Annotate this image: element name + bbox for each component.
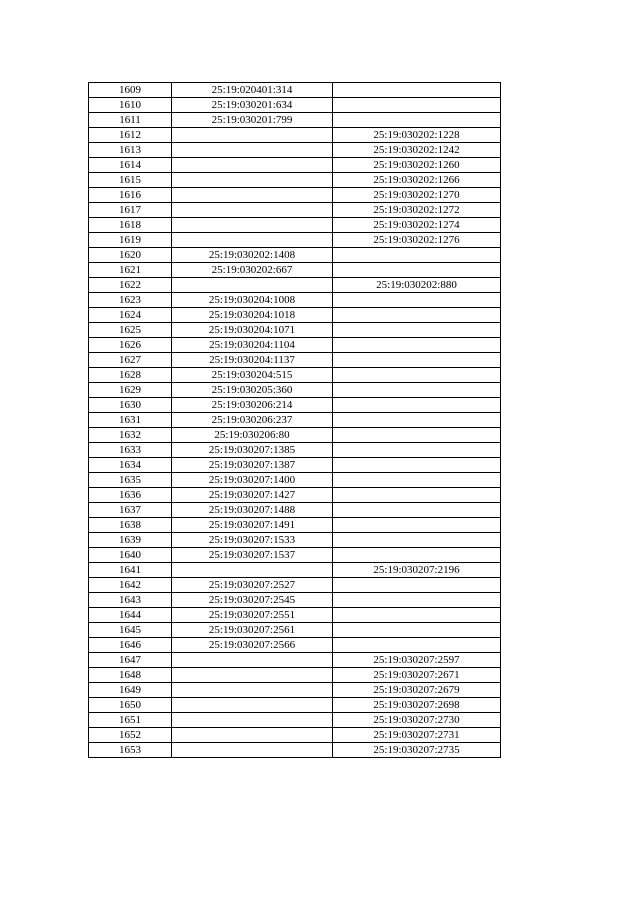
cadastral-number-cell-alt: 25:19:030202:1272: [333, 203, 501, 218]
row-number-cell: 1637: [89, 503, 172, 518]
table-row: [89, 368, 501, 383]
cadastral-number-cell: [172, 743, 333, 758]
cadastral-number-cell: 25:19:030202:667: [172, 263, 333, 278]
cadastral-number-cell: [172, 668, 333, 683]
row-number-cell: 1635: [89, 473, 172, 488]
cadastral-number-cell: 25:19:030204:1104: [172, 338, 333, 353]
table-row: [89, 98, 501, 113]
row-number-cell: 1629: [89, 383, 172, 398]
row-number-cell: 1624: [89, 308, 172, 323]
row-number-cell: 1644: [89, 608, 172, 623]
table-row: [89, 128, 501, 143]
row-number-cell: 1611: [89, 113, 172, 128]
row-number-cell: 1612: [89, 128, 172, 143]
cadastral-number-cell-alt: [333, 593, 501, 608]
row-number-cell: 1613: [89, 143, 172, 158]
table-row: [89, 83, 501, 98]
row-number-cell: 1628: [89, 368, 172, 383]
cadastral-number-cell-alt: [333, 323, 501, 338]
cadastral-number-cell: 25:19:020401:314: [172, 83, 333, 98]
row-number-cell: 1623: [89, 293, 172, 308]
cadastral-number-cell-alt: 25:19:030202:1274: [333, 218, 501, 233]
row-number-cell: 1625: [89, 323, 172, 338]
cadastral-number-cell-alt: [333, 383, 501, 398]
cadastral-number-cell: 25:19:030207:2545: [172, 593, 333, 608]
row-number-cell: 1631: [89, 413, 172, 428]
cadastral-number-cell-alt: [333, 473, 501, 488]
table-row: [89, 503, 501, 518]
row-number-cell: 1642: [89, 578, 172, 593]
table-row: [89, 458, 501, 473]
cadastral-number-cell-alt: [333, 548, 501, 563]
cadastral-number-cell-alt: 25:19:030207:2671: [333, 668, 501, 683]
row-number-cell: 1622: [89, 278, 172, 293]
row-number-cell: 1617: [89, 203, 172, 218]
row-number-cell: 1647: [89, 653, 172, 668]
cadastral-number-cell-alt: [333, 533, 501, 548]
cadastral-number-cell-alt: [333, 398, 501, 413]
row-number-cell: 1634: [89, 458, 172, 473]
cadastral-number-cell: 25:19:030201:799: [172, 113, 333, 128]
cadastral-number-cell: [172, 128, 333, 143]
cadastral-number-cell: 25:19:030207:2527: [172, 578, 333, 593]
row-number-cell: 1638: [89, 518, 172, 533]
row-number-cell: 1610: [89, 98, 172, 113]
table-row: [89, 653, 501, 668]
table-row: [89, 113, 501, 128]
cadastral-number-cell-alt: [333, 113, 501, 128]
table-row: [89, 563, 501, 578]
row-number-cell: 1636: [89, 488, 172, 503]
table-row: [89, 263, 501, 278]
cadastral-number-cell-alt: [333, 623, 501, 638]
cadastral-number-cell: 25:19:030202:1408: [172, 248, 333, 263]
row-number-cell: 1645: [89, 623, 172, 638]
cadastral-number-cell: 25:19:030201:634: [172, 98, 333, 113]
row-number-cell: 1620: [89, 248, 172, 263]
row-number-cell: 1646: [89, 638, 172, 653]
table-row: [89, 713, 501, 728]
table-row: [89, 668, 501, 683]
row-number-cell: 1649: [89, 683, 172, 698]
cadastral-number-cell: [172, 203, 333, 218]
cadastral-number-cell-alt: [333, 308, 501, 323]
cadastral-number-cell: 25:19:030206:214: [172, 398, 333, 413]
cadastral-number-cell-alt: 25:19:030202:880: [333, 278, 501, 293]
cadastral-number-cell-alt: [333, 98, 501, 113]
row-number-cell: 1639: [89, 533, 172, 548]
table-row: [89, 203, 501, 218]
cadastral-number-cell-alt: [333, 293, 501, 308]
cadastral-number-cell: 25:19:030207:1385: [172, 443, 333, 458]
cadastral-number-cell-alt: 25:19:030207:2196: [333, 563, 501, 578]
table-row: [89, 158, 501, 173]
cadastral-number-cell-alt: [333, 248, 501, 263]
cadastral-number-cell: 25:19:030207:2566: [172, 638, 333, 653]
cadastral-number-cell-alt: [333, 338, 501, 353]
cadastral-number-cell: 25:19:030207:1387: [172, 458, 333, 473]
table-row: [89, 728, 501, 743]
row-number-cell: 1648: [89, 668, 172, 683]
table-row: [89, 608, 501, 623]
table-row: [89, 233, 501, 248]
row-number-cell: 1651: [89, 713, 172, 728]
row-number-cell: 1618: [89, 218, 172, 233]
cadastral-number-cell-alt: [333, 458, 501, 473]
cadastral-number-cell-alt: [333, 638, 501, 653]
table-row: [89, 308, 501, 323]
cadastral-number-cell: 25:19:030207:1427: [172, 488, 333, 503]
cadastral-number-cell-alt: 25:19:030207:2679: [333, 683, 501, 698]
table-row: [89, 143, 501, 158]
table-row: [89, 473, 501, 488]
cadastral-number-cell-alt: [333, 578, 501, 593]
table-row: [89, 428, 501, 443]
row-number-cell: 1641: [89, 563, 172, 578]
table-row: [89, 398, 501, 413]
cadastral-number-cell: 25:19:030207:1533: [172, 533, 333, 548]
table-row: [89, 413, 501, 428]
cadastral-number-cell: 25:19:030207:1488: [172, 503, 333, 518]
table-body: [89, 83, 501, 758]
cadastral-number-cell: [172, 278, 333, 293]
table-row: [89, 548, 501, 563]
cadastral-number-cell: 25:19:030207:2561: [172, 623, 333, 638]
cadastral-number-cell-alt: 25:19:030207:2730: [333, 713, 501, 728]
cadastral-number-cell-alt: [333, 368, 501, 383]
cadastral-number-cell: 25:19:030204:1018: [172, 308, 333, 323]
table-row: [89, 293, 501, 308]
cadastral-number-cell-alt: [333, 518, 501, 533]
cadastral-number-cell: 25:19:030206:80: [172, 428, 333, 443]
table-row: [89, 698, 501, 713]
cadastral-number-cell: 25:19:030207:2551: [172, 608, 333, 623]
cadastral-number-cell-alt: 25:19:030202:1276: [333, 233, 501, 248]
cadastral-number-cell-alt: 25:19:030207:2698: [333, 698, 501, 713]
cadastral-number-cell-alt: 25:19:030202:1266: [333, 173, 501, 188]
cadastral-number-cell: [172, 158, 333, 173]
cadastral-number-cell: [172, 218, 333, 233]
table-row: [89, 593, 501, 608]
cadastral-number-cell-alt: [333, 413, 501, 428]
table-row: [89, 443, 501, 458]
cadastral-number-cell: [172, 143, 333, 158]
table-row: [89, 518, 501, 533]
cadastral-number-cell-alt: 25:19:030202:1270: [333, 188, 501, 203]
row-number-cell: 1619: [89, 233, 172, 248]
table-row: [89, 278, 501, 293]
cadastral-number-cell: [172, 728, 333, 743]
cadastral-number-cell: 25:19:030204:1071: [172, 323, 333, 338]
table-row: [89, 323, 501, 338]
row-number-cell: 1643: [89, 593, 172, 608]
cadastral-number-cell-alt: [333, 503, 501, 518]
cadastral-number-cell-alt: 25:19:030202:1228: [333, 128, 501, 143]
cadastral-number-cell-alt: [333, 353, 501, 368]
cadastral-number-cell: [172, 188, 333, 203]
cadastral-number-cell: 25:19:030206:237: [172, 413, 333, 428]
row-number-cell: 1652: [89, 728, 172, 743]
cadastral-number-cell: 25:19:030207:1537: [172, 548, 333, 563]
cadastral-number-cell: [172, 233, 333, 248]
table-row: [89, 188, 501, 203]
cadastral-number-cell: 25:19:030204:1137: [172, 353, 333, 368]
cadastral-number-cell-alt: 25:19:030207:2731: [333, 728, 501, 743]
cadastral-number-cell: 25:19:030207:1491: [172, 518, 333, 533]
cadastral-number-cell: 25:19:030204:515: [172, 368, 333, 383]
cadastral-number-cell: [172, 563, 333, 578]
row-number-cell: 1615: [89, 173, 172, 188]
row-number-cell: 1614: [89, 158, 172, 173]
table-row: [89, 578, 501, 593]
cadastral-number-cell-alt: 25:19:030207:2735: [333, 743, 501, 758]
row-number-cell: 1627: [89, 353, 172, 368]
cadastral-number-cell-alt: [333, 443, 501, 458]
cadastral-number-cell: [172, 173, 333, 188]
cadastral-number-cell: [172, 683, 333, 698]
row-number-cell: 1630: [89, 398, 172, 413]
row-number-cell: 1609: [89, 83, 172, 98]
cadastral-number-cell: 25:19:030204:1008: [172, 293, 333, 308]
table-row: [89, 533, 501, 548]
table-row: [89, 248, 501, 263]
cadastral-number-cell-alt: 25:19:030207:2597: [333, 653, 501, 668]
row-number-cell: 1616: [89, 188, 172, 203]
cadastral-number-table: [88, 82, 501, 758]
table-row: [89, 173, 501, 188]
row-number-cell: 1633: [89, 443, 172, 458]
cadastral-number-cell-alt: [333, 428, 501, 443]
cadastral-number-cell: 25:19:030207:1400: [172, 473, 333, 488]
table-row: [89, 383, 501, 398]
cadastral-number-cell-alt: [333, 488, 501, 503]
row-number-cell: 1640: [89, 548, 172, 563]
cadastral-number-cell-alt: [333, 608, 501, 623]
table-row: [89, 218, 501, 233]
table-row: [89, 743, 501, 758]
table-row: [89, 338, 501, 353]
row-number-cell: 1632: [89, 428, 172, 443]
cadastral-number-cell-alt: 25:19:030202:1242: [333, 143, 501, 158]
row-number-cell: 1653: [89, 743, 172, 758]
cadastral-number-cell: [172, 698, 333, 713]
cadastral-number-cell-alt: [333, 263, 501, 278]
cadastral-number-cell: [172, 653, 333, 668]
row-number-cell: 1650: [89, 698, 172, 713]
table-row: [89, 638, 501, 653]
cadastral-number-cell: 25:19:030205:360: [172, 383, 333, 398]
table-row: [89, 623, 501, 638]
table-row: [89, 353, 501, 368]
table-row: [89, 488, 501, 503]
table-row: [89, 683, 501, 698]
cadastral-number-cell-alt: [333, 83, 501, 98]
cadastral-number-cell-alt: 25:19:030202:1260: [333, 158, 501, 173]
row-number-cell: 1626: [89, 338, 172, 353]
row-number-cell: 1621: [89, 263, 172, 278]
cadastral-number-cell: [172, 713, 333, 728]
